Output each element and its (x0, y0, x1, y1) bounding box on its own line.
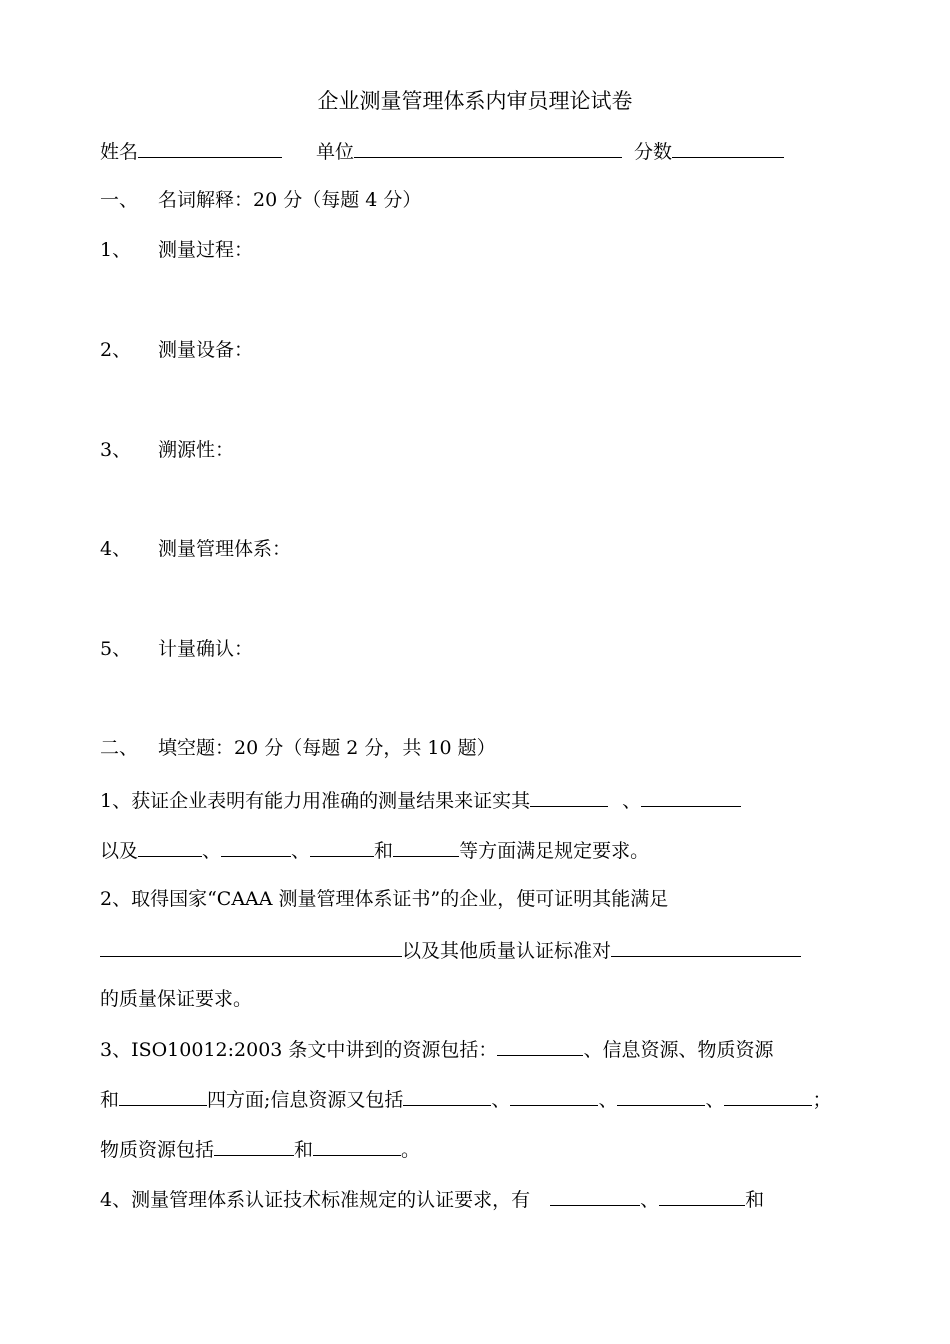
question-text: 以及其他质量认证标准对 (402, 940, 612, 962)
term-text: 测量管理体系： (158, 538, 292, 560)
header-fields (100, 138, 784, 164)
name-blank[interactable] (138, 138, 282, 158)
question-text: ； (812, 1089, 832, 1111)
question-text: 等方面满足规定要求。 (459, 840, 650, 862)
section2-title: 填空题：20 分（每题 2 分，共 10 题） (158, 737, 496, 759)
fill-blank[interactable] (510, 1087, 598, 1106)
term-item (100, 238, 253, 262)
section2-index: 二、 (100, 737, 139, 759)
unit-blank[interactable] (354, 138, 622, 158)
name-label: 姓名 (100, 141, 139, 163)
fill-blank[interactable] (119, 1087, 207, 1106)
question-4-line-1 (100, 1187, 764, 1212)
question-2-line-1 (100, 887, 668, 911)
question-1-line-2 (100, 837, 649, 863)
question-text: 4、测量管理体系认证技术标准规定的认证要求，有 (100, 1189, 531, 1211)
question-text: 2、取得国家“CAAA 测量管理体系证书”的企业，便可证明其能满足 (100, 888, 669, 910)
fill-blank[interactable] (310, 837, 374, 857)
term-item (100, 438, 234, 462)
separator: 、 (705, 1089, 725, 1111)
section2-heading (100, 736, 496, 760)
question-3-line-3 (100, 1137, 420, 1162)
term-text: 溯源性： (158, 439, 235, 461)
question-text: 和 (374, 840, 394, 862)
term-text: 测量设备： (158, 339, 254, 361)
question-text: 1、获证企业表明有能力用准确的测量结果来证实其 (100, 790, 531, 812)
term-item (100, 338, 253, 362)
question-text: 、信息资源、物质资源 (583, 1039, 774, 1061)
fill-blank[interactable] (313, 1137, 401, 1156)
section1-title: 名词解释：20 分（每题 4 分） (158, 189, 422, 211)
question-text: 和 (294, 1139, 314, 1161)
question-2-line-2 (100, 937, 801, 963)
separator: 、 (491, 1089, 511, 1111)
fill-blank[interactable] (393, 837, 459, 857)
section1-index: 一、 (100, 189, 139, 211)
term-number: 2、 (100, 339, 132, 361)
fill-blank[interactable] (214, 1137, 294, 1156)
question-2-line-3 (100, 987, 252, 1011)
question-1-line-1 (100, 787, 741, 813)
fill-blank[interactable] (617, 1087, 705, 1106)
score-label: 分数 (634, 141, 673, 163)
fill-blank[interactable] (641, 787, 741, 807)
question-text: 和 (745, 1189, 765, 1211)
question-text: 3、ISO10012:2003 条文中讲到的资源包括： (100, 1039, 498, 1061)
separator: 、 (622, 790, 642, 812)
fill-blank[interactable] (497, 1037, 583, 1056)
fill-blank[interactable] (530, 787, 608, 807)
score-blank[interactable] (672, 138, 784, 158)
unit-label: 单位 (316, 141, 355, 163)
term-item (100, 637, 253, 661)
fill-blank[interactable] (659, 1187, 745, 1206)
exam-title: 企业测量管理体系内审员理论试卷 (317, 89, 633, 113)
question-3-line-1 (100, 1037, 773, 1062)
term-number: 3、 (100, 439, 132, 461)
question-text: 的质量保证要求。 (100, 988, 253, 1010)
fill-blank[interactable] (724, 1087, 812, 1106)
separator: 、 (640, 1189, 660, 1211)
question-text: 和 (100, 1089, 120, 1111)
separator: 、 (598, 1089, 618, 1111)
term-number: 4、 (100, 538, 132, 560)
separator: 、 (202, 840, 222, 862)
fill-blank[interactable] (550, 1187, 640, 1206)
fill-blank[interactable] (138, 837, 202, 857)
question-text: 以及 (100, 840, 139, 862)
question-text: 四方面;信息资源又包括 (207, 1089, 404, 1111)
question-text: 物质资源包括 (100, 1139, 215, 1161)
fill-blank[interactable] (221, 837, 291, 857)
fill-blank[interactable] (611, 937, 801, 957)
term-number: 5、 (100, 638, 132, 660)
fill-blank[interactable] (403, 1087, 491, 1106)
term-text: 测量过程： (158, 239, 254, 261)
term-number: 1、 (100, 239, 132, 261)
question-text: 。 (401, 1139, 421, 1161)
term-item (100, 537, 291, 561)
section1-heading (100, 188, 421, 212)
fill-blank[interactable] (100, 937, 402, 957)
question-3-line-2 (100, 1087, 831, 1112)
term-text: 计量确认： (158, 638, 254, 660)
separator: 、 (291, 840, 311, 862)
